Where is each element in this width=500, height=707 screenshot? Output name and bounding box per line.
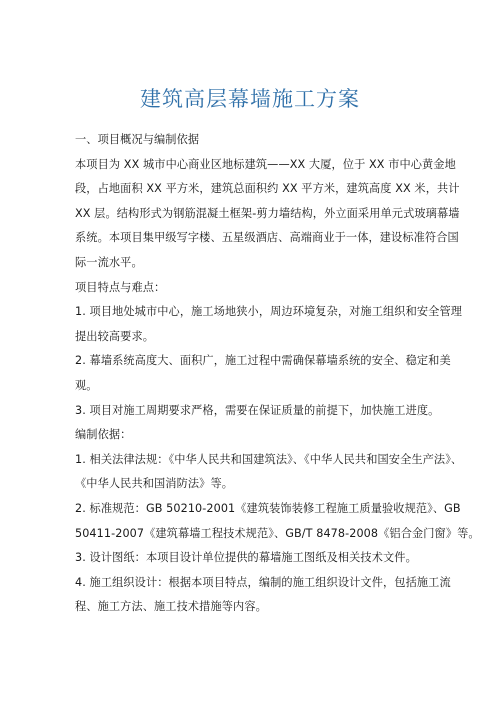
list-item-line: 1. 项目地处城市中心，施工场地狭小，周边环境复杂，对施工组织和安全管理: [75, 305, 463, 319]
paragraph-line: 本项目为 XX 城市中心商业区地标建筑——XX 大厦，位于 XX 市中心黄金地: [75, 157, 456, 171]
document-body: [75, 128, 480, 620]
paragraph-line: 段，占地面积 XX 平方米，建筑总面积约 XX 平方米，建筑高度 XX 米，共计: [75, 182, 460, 196]
list-item-line: 4. 施工组织设计：根据本项目特点，编制的施工组织设计文件，包括施工流: [75, 575, 451, 589]
list-item-line: 提出较高要求。: [75, 329, 155, 343]
list-item-line: 50411-2007《建筑幕墙工程技术规范》、GB/T 8478-2008《铝合金门窗》等。: [75, 526, 480, 540]
list-item-line: 3. 设计图纸：本项目设计单位提供的幕墙施工图纸及相关技术文件。: [75, 551, 417, 565]
section-heading: 一、项目概况与编制依据: [75, 133, 200, 146]
document-title: 建筑高层幕墙施工方案: [140, 87, 360, 111]
list-item-line: 观。: [75, 378, 98, 392]
paragraph-line: XX 层。结构形式为钢筋混凝土框架-剪力墙结构，外立面采用单元式玻璃幕墙: [75, 206, 460, 220]
list-item-line: 程、施工方法、施工技术措施等内容。: [75, 600, 267, 614]
list-item-line: 2. 幕墙系统高度大、面积广，施工过程中需确保幕墙系统的安全、稳定和美: [75, 354, 451, 368]
subheading-features: 项目特点与难点：: [75, 280, 166, 294]
subheading-basis: 编制依据：: [75, 428, 132, 442]
list-item-line: 《中华人民共和国消防法》等。: [75, 477, 234, 491]
list-item-line: 3. 项目对施工周期要求严格，需要在保证质量的前提下，加快施工进度。: [75, 403, 440, 417]
list-item-line: 1. 相关法律法规：《中华人民共和国建筑法》、《中华人民共和国安全生产法》、: [75, 452, 463, 466]
list-item-line: 2. 标准规范：GB 50210-2001《建筑装饰装修工程施工质量验收规范》、GB: [75, 501, 461, 515]
paragraph-line: 系统。本项目集甲级写字楼、五星级酒店、高端商业于一体，建设标准符合国: [75, 231, 459, 245]
paragraph-line: 际一流水平。: [75, 255, 143, 269]
